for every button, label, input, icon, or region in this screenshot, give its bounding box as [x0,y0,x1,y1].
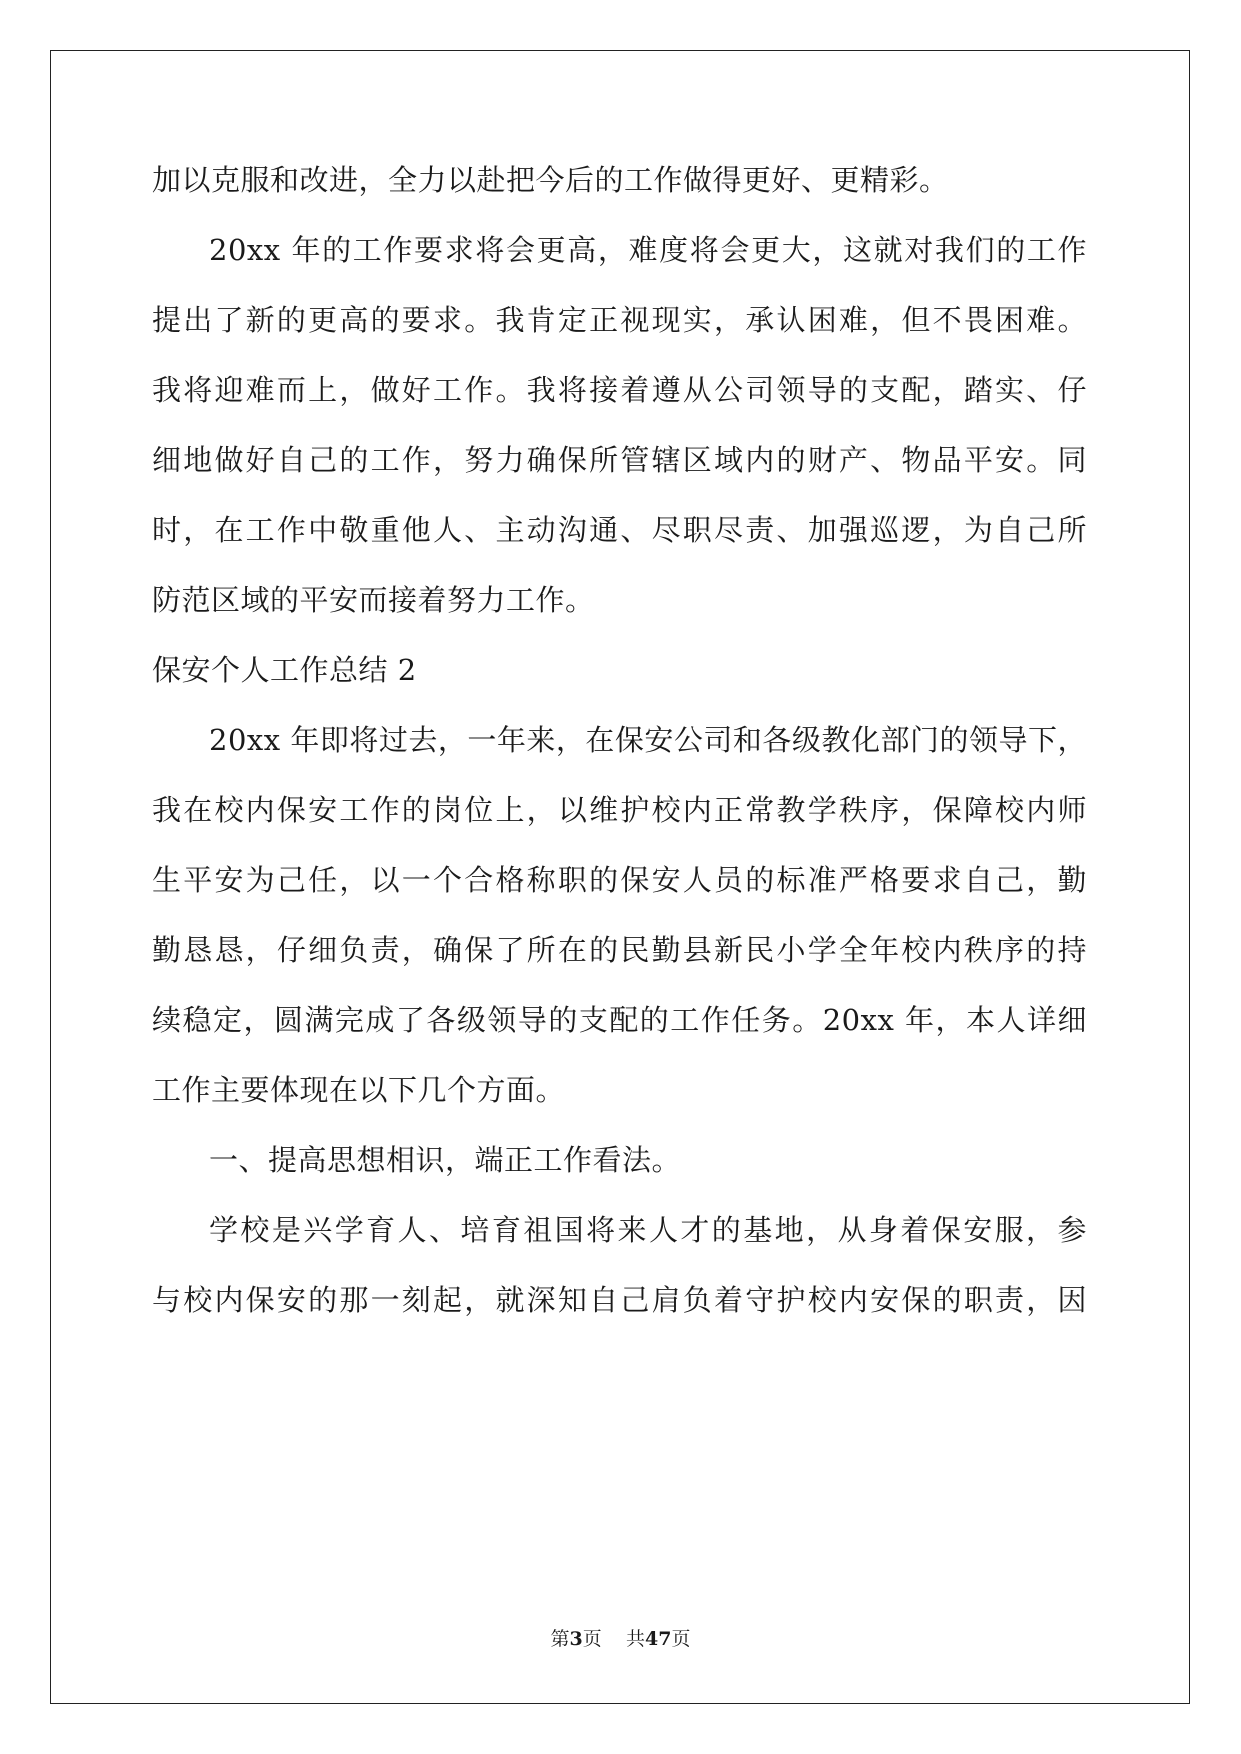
page-suffix: 页 [582,1628,602,1650]
total-prefix: 共 [625,1628,645,1650]
page-total: 47 [644,1628,672,1650]
paragraph-first-line: 学校是兴学育人、培育祖国将来人才的基地，从身着保安服，参 [209,1213,1087,1247]
text-line: 时，在工作中敬重他人、主动沟通、尽职尽责、加强巡逻，为自己所 [152,513,1087,547]
text-line: 我将迎难而上，做好工作。我将接着遵从公司领导的支配，踏实、仔 [152,373,1087,407]
text-line: 与校内保安的那一刻起，就深知自己肩负着守护校内安保的职责，因 [152,1283,1087,1317]
paragraph-first-line: 20xx 年即将过去，一年来，在保安公司和各级教化部门的领导下， [209,723,1087,757]
page-current: 3 [569,1628,583,1650]
section-heading: 保安个人工作总结 2 [152,653,417,687]
text-line: 勤恳恳，仔细负责，确保了所在的民勤县新民小学全年校内秩序的持 [152,933,1087,967]
subsection-heading: 一、提高思想相识，端正工作看法。 [209,1143,682,1177]
text-line: 工作主要体现在以下几个方面。 [152,1073,566,1107]
text-line: 生平安为己任，以一个合格称职的保安人员的标准严格要求自己，勤 [152,863,1087,897]
total-suffix: 页 [671,1628,691,1650]
page-prefix: 第 [550,1628,570,1650]
text-line: 加以克服和改进，全力以赴把今后的工作做得更好、更精彩。 [152,163,949,197]
page-footer [0,1627,1241,1651]
text-line: 续稳定，圆满完成了各级领导的支配的工作任务。20xx 年，本人详细 [152,1003,1087,1037]
text-line: 细地做好自己的工作，努力确保所管辖区域内的财产、物品平安。同 [152,443,1087,477]
paragraph-first-line: 20xx 年的工作要求将会更高，难度将会更大，这就对我们的工作 [209,233,1087,267]
text-line: 防范区域的平安而接着努力工作。 [152,583,595,617]
text-line: 提出了新的更高的要求。我肯定正视现实，承认困难，但不畏困难。 [152,303,1087,337]
text-line: 我在校内保安工作的岗位上，以维护校内正常教学秩序，保障校内师 [152,793,1087,827]
